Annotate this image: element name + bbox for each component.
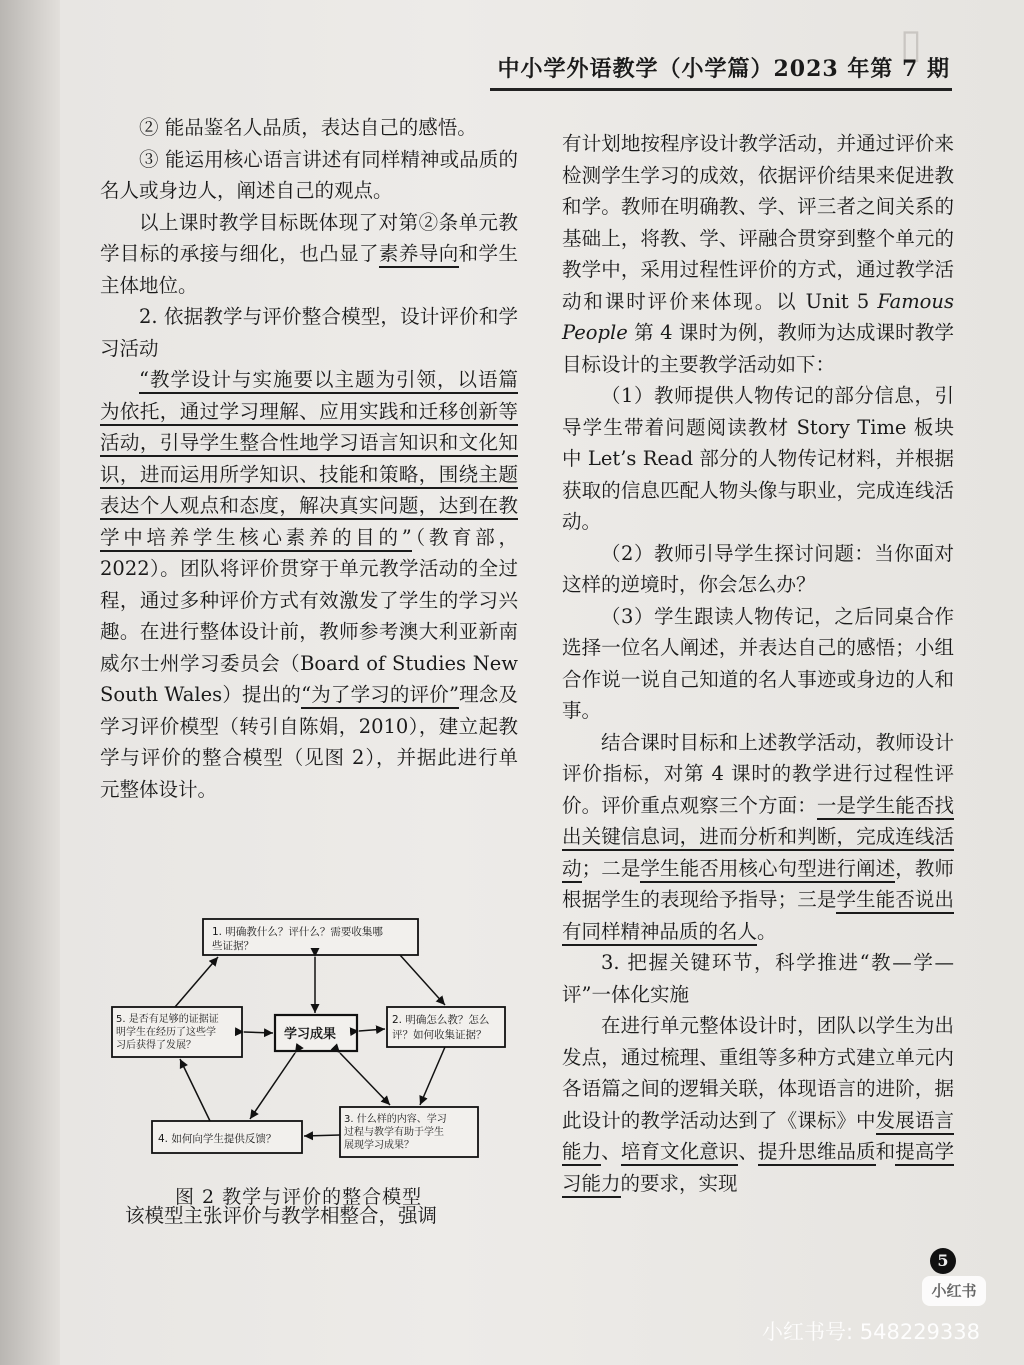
underlined-phrase: 学生能否用核心句型进行阐述 xyxy=(640,857,895,883)
watermark-id: 小红书号: 548229338 xyxy=(762,1320,980,1344)
box-step-5-line-3: 习后获得了发展？ xyxy=(116,1040,196,1051)
underlined-phrase: 素养导向 xyxy=(379,242,459,268)
underlined-phrase: 提升思维品质 xyxy=(758,1140,876,1166)
arrow-1-to-2 xyxy=(400,955,445,1005)
activity-3: （3）学生跟读人物传记，之后同桌合作选择一位名人阐述，并表达自己的感悟；小组合作说一说自己知道的名人事迹或身边的人和事。 xyxy=(562,604,954,722)
activity-1: （1）教师提供人物传记的部分信息，引导学生带着问题阅读教材 Story Time 板块中 Let’s Read 部分的人物传记材料，并根据获取的信息匹配人物头像与职业，完成连线活动。 xyxy=(562,384,954,533)
arrow-4-to-5 xyxy=(180,1059,210,1121)
underlined-phrase: “为了学习的评价” xyxy=(301,683,459,709)
box-center-label: 学习成果 xyxy=(284,1027,337,1042)
section-heading-2: 2. 依据教学与评价整合模型，设计评价和学习活动 xyxy=(100,305,518,360)
box-step-1-line-1: 1. 明确教什么？评什么？需要收集哪 xyxy=(212,926,383,938)
page-number: 5 xyxy=(930,1248,956,1274)
box-step-5-line-1: 5. 是否有足够的证据证 xyxy=(116,1014,219,1025)
book-gutter xyxy=(0,0,60,1365)
box-step-3-line-3: 展现学习成果？ xyxy=(344,1140,414,1151)
paragraph-objective-2: ② 能品鉴名人品质，表达自己的感悟。 xyxy=(139,116,477,139)
box-step-4-label: 4. 如何向学生提供反馈？ xyxy=(158,1133,277,1145)
box-step-5-line-2: 明学生在经历了这些学 xyxy=(116,1027,216,1038)
faint-corner-mark: ▯ xyxy=(900,20,923,67)
paragraph-objectives-summary: 以上课时教学目标既体现了对第②条单元教学目标的承接与细化，也凸显了素养导向和学生主体地位。 xyxy=(100,210,518,297)
watermark-logo: 小红书 xyxy=(922,1276,986,1306)
underlined-phrase: 培育文化意识 xyxy=(621,1140,739,1166)
paragraph-unit-design: 在进行单元整体设计时，团队以学生为出发点，通过梳理、重组等多种方式建立单元内各语篇之间的逻辑关联，体现语言的进阶，据此设计的教学活动达到了《课标》中发展语言能力、培育文化意识、提升思维品质和提高学习能力的要求，实现 xyxy=(562,1010,954,1199)
paragraph-continuation: 有计划地按程序设计教学活动，并通过评价来检测学生学习的成效，依据评价结果来促进教和学。教师在明确教、学、评三者之间关系的基础上，将教、学、评融合贯穿到整个单元的教学中，采用过程性评价的方式，通过教学活动和课时评价来体现。以 Unit 5 Famous People 第 4 课时为例，教师为达成课时教学目标设计的主要教学活动如下： xyxy=(562,132,954,376)
paragraph-model-intro: 该模型主张评价与教学相整合，强调 xyxy=(125,1204,438,1227)
underlined-phrase: 提高学习能力 xyxy=(562,1140,954,1198)
underlined-phrase: 学生能否说出有同样精神品质的名人 xyxy=(562,888,954,946)
link-center-5 xyxy=(244,1032,273,1033)
underlined-phrase: 发展语言能力 xyxy=(562,1109,954,1167)
paragraph-objective-3: ③ 能运用核心语言讲述有同样精神或品质的名人或身边人，阐述自己的观点。 xyxy=(100,147,518,202)
section-heading-3: 3. 把握关键环节，科学推进“教—学—评”一体化实施 xyxy=(562,951,954,1006)
left-column xyxy=(100,112,518,805)
activity-2: （2）教师引导学生探讨问题：当你面对这样的逆境时，你会怎么办？ xyxy=(562,541,954,596)
box-step-3-line-1: 3. 什么样的内容、学习 xyxy=(344,1114,447,1125)
header-rule xyxy=(490,88,952,91)
box-step-3-line-2: 过程与教学有助于学生 xyxy=(344,1127,444,1138)
link-center-2 xyxy=(359,1029,385,1031)
link-center-4 xyxy=(250,1053,295,1119)
underlined-phrase: 一是学生能否找出关键信息词，进而分析和判断，完成连线活动 xyxy=(562,794,954,883)
paragraph-evaluation: 结合课时目标和上述教学活动，教师设计评价指标，对第 4 课时的教学进行过程性评价。评价重点观察三个方面：一是学生能否找出关键信息词，进而分析和判断，完成连线活动；二是学生能否用核心句型进行阐述，教师根据学生的表现给予指导；三是学生能否说出有同样精神品质的名人。 xyxy=(562,727,954,948)
unit-title-italic: Famous People xyxy=(562,289,954,344)
journal-header: 中小学外语教学（小学篇）2023 年第 7 期 xyxy=(497,56,950,82)
box-step-2-line-1: 2. 明确怎么教？怎么 xyxy=(392,1014,490,1026)
figure-2-model xyxy=(100,915,520,1175)
paragraph-quote: “教学设计与实施要以主题为引领，以语篇为依托，通过学习理解、应用实践和迁移创新等活动，引导学生整合性地学习语言知识和文化知识，进而运用所学知识、技能和策略，围绕主题表达个人观点和态度，解决真实问题，达到在教学中培养学生核心素养的目的”（教育部，2022）。团队将评价贯穿于单元教学活动的全过程，通过多种评价方式有效激发了学生的学习兴趣。在进行整体设计前，教师参考澳大利亚新南威尔士州学习委员会（Board of Studies New South Wales）提出的“为了学习的评价”理念及学习评价模型（转引自陈娟，2010），建立起教学与评价的整合模型（见图 2），并据此进行单元整体设计。 xyxy=(100,368,518,801)
arrow-3-to-4 xyxy=(304,1135,340,1136)
box-step-2-line-2: 评？如何收集证据？ xyxy=(392,1029,487,1041)
right-column xyxy=(562,128,954,1199)
underlined-quote: “教学设计与实施要以主题为引领，以语篇为依托，通过学习理解、应用实践和迁移创新等活动，引导学生整合性地学习语言知识和文化知识，进而运用所学知识、技能和策略，围绕主题表达个人观点和态度，解决真实问题，达到在教学中培养学生核心素养的目的” xyxy=(100,368,518,552)
box-step-2 xyxy=(387,1007,505,1047)
model-diagram xyxy=(100,915,520,1175)
arrow-5-to-1 xyxy=(175,957,218,1007)
box-step-1-line-2: 些证据？ xyxy=(212,940,254,952)
figure-caption: 图 2 教学与评价的整合模型 xyxy=(175,1186,423,1208)
arrow-2-to-3 xyxy=(420,1047,445,1105)
link-center-3 xyxy=(340,1053,390,1105)
